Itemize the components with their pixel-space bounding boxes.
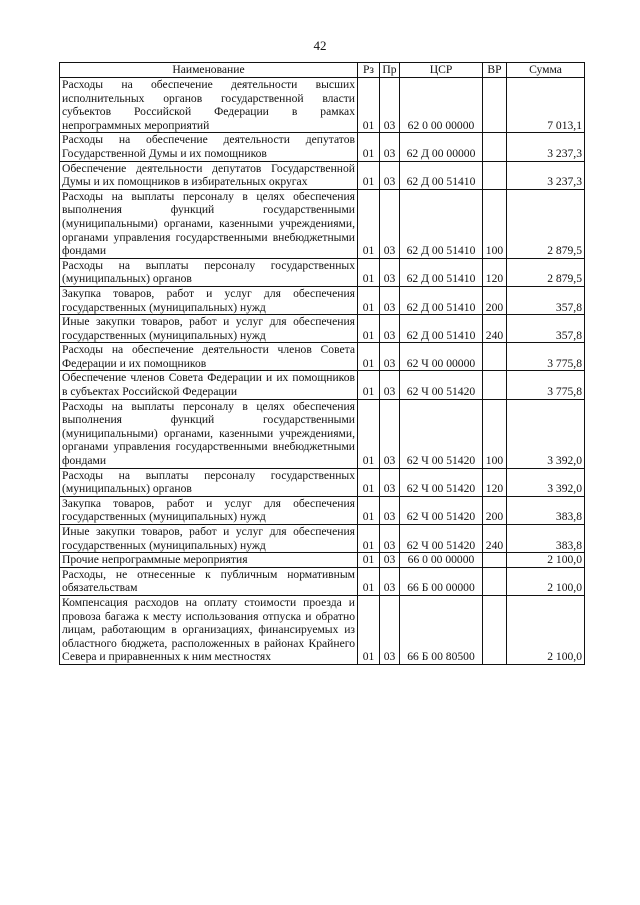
header-rz: Рз (358, 63, 380, 78)
row-pr: 03 (380, 496, 400, 524)
row-name: Расходы на обеспечение деятельности членов Совета Федерации и их помощников (60, 343, 358, 371)
table-body (60, 78, 585, 665)
row-vr: 100 (483, 189, 507, 258)
table-row (60, 161, 585, 189)
row-name: Расходы на выплаты персоналу государственных (муниципальных) органов (60, 258, 358, 286)
table-row (60, 525, 585, 553)
row-pr: 03 (380, 78, 400, 133)
row-pr: 03 (380, 525, 400, 553)
row-name: Расходы на выплаты персоналу государственных (муниципальных) органов (60, 468, 358, 496)
row-sum: 2 100,0 (507, 595, 585, 664)
row-sum: 3 392,0 (507, 468, 585, 496)
row-rz: 01 (358, 496, 380, 524)
row-vr (483, 78, 507, 133)
table-row (60, 78, 585, 133)
row-sum: 2 879,5 (507, 189, 585, 258)
table-row (60, 286, 585, 314)
row-sum: 2 879,5 (507, 258, 585, 286)
row-pr: 03 (380, 258, 400, 286)
row-rz: 01 (358, 343, 380, 371)
row-sum: 2 100,0 (507, 567, 585, 595)
row-rz: 01 (358, 78, 380, 133)
table-row (60, 553, 585, 568)
row-csr: 66 Б 00 80500 (400, 595, 483, 664)
header-sum: Сумма (507, 63, 585, 78)
row-rz: 01 (358, 399, 380, 468)
row-csr: 62 Ч 00 51420 (400, 525, 483, 553)
table-row (60, 371, 585, 399)
row-vr: 100 (483, 399, 507, 468)
row-vr (483, 343, 507, 371)
row-rz: 01 (358, 315, 380, 343)
row-csr: 62 Д 00 51410 (400, 315, 483, 343)
row-pr: 03 (380, 553, 400, 568)
table-row (60, 258, 585, 286)
row-name: Расходы на обеспечение деятельности высших исполнительных органов государственной власти субъектов Российской Федерации в рамках непрограммных мероприятий (60, 78, 358, 133)
row-pr: 03 (380, 371, 400, 399)
row-rz: 01 (358, 189, 380, 258)
row-csr: 62 Д 00 51410 (400, 161, 483, 189)
header-csr: ЦСР (400, 63, 483, 78)
row-csr: 62 0 00 00000 (400, 78, 483, 133)
row-vr (483, 553, 507, 568)
row-sum: 2 100,0 (507, 553, 585, 568)
row-rz: 01 (358, 468, 380, 496)
row-rz: 01 (358, 133, 380, 161)
row-sum: 3 775,8 (507, 343, 585, 371)
row-pr: 03 (380, 189, 400, 258)
row-name: Закупка товаров, работ и услуг для обеспечения государственных (муниципальных) нужд (60, 286, 358, 314)
row-csr: 62 Д 00 51410 (400, 258, 483, 286)
table-row (60, 595, 585, 664)
row-vr (483, 371, 507, 399)
table-row (60, 468, 585, 496)
row-pr: 03 (380, 567, 400, 595)
row-sum: 3 237,3 (507, 161, 585, 189)
row-vr (483, 161, 507, 189)
row-sum: 3 392,0 (507, 399, 585, 468)
row-vr (483, 595, 507, 664)
row-vr: 200 (483, 286, 507, 314)
row-rz: 01 (358, 286, 380, 314)
row-csr: 62 Ч 00 51420 (400, 468, 483, 496)
row-vr: 240 (483, 315, 507, 343)
row-csr: 66 Б 00 00000 (400, 567, 483, 595)
row-rz: 01 (358, 595, 380, 664)
row-csr: 62 Д 00 51410 (400, 189, 483, 258)
row-name: Иные закупки товаров, работ и услуг для обеспечения государственных (муниципальных) нужд (60, 525, 358, 553)
page-number: 42 (313, 38, 327, 53)
row-name: Обеспечение деятельности депутатов Государственной Думы и их помощников в избирательных округах (60, 161, 358, 189)
row-name: Прочие непрограммные мероприятия (60, 553, 358, 568)
row-vr (483, 133, 507, 161)
row-rz: 01 (358, 161, 380, 189)
row-csr: 62 Д 00 00000 (400, 133, 483, 161)
table-row (60, 567, 585, 595)
budget-table (59, 62, 585, 665)
row-name: Расходы, не отнесенные к публичным нормативным обязательствам (60, 567, 358, 595)
row-pr: 03 (380, 133, 400, 161)
row-sum: 357,8 (507, 315, 585, 343)
table-row (60, 343, 585, 371)
row-pr: 03 (380, 399, 400, 468)
row-sum: 7 013,1 (507, 78, 585, 133)
row-sum: 357,8 (507, 286, 585, 314)
table-header-row (60, 63, 585, 78)
table-row (60, 133, 585, 161)
row-csr: 62 Д 00 51410 (400, 286, 483, 314)
row-vr (483, 567, 507, 595)
row-name: Обеспечение членов Совета Федерации и их помощников в субъектах Российской Федерации (60, 371, 358, 399)
row-vr: 120 (483, 468, 507, 496)
row-sum: 3 237,3 (507, 133, 585, 161)
row-csr: 62 Ч 00 00000 (400, 343, 483, 371)
row-name: Компенсация расходов на оплату стоимости проезда и провоза багажа к месту использования отпуска и обратно лицам, работающим в организациях, финансируемых из областного бюджета, расположенных в районах Крайнего Севера и приравненных к ним местностях (60, 595, 358, 664)
row-pr: 03 (380, 468, 400, 496)
header-name: Наименование (60, 63, 358, 78)
row-rz: 01 (358, 553, 380, 568)
row-rz: 01 (358, 258, 380, 286)
table-row (60, 496, 585, 524)
row-name: Расходы на обеспечение деятельности депутатов Государственной Думы и их помощников (60, 133, 358, 161)
row-vr: 200 (483, 496, 507, 524)
row-csr: 62 Ч 00 51420 (400, 371, 483, 399)
row-pr: 03 (380, 315, 400, 343)
row-pr: 03 (380, 161, 400, 189)
row-csr: 66 0 00 00000 (400, 553, 483, 568)
row-sum: 3 775,8 (507, 371, 585, 399)
table-row (60, 189, 585, 258)
row-sum: 383,8 (507, 525, 585, 553)
row-csr: 62 Ч 00 51420 (400, 399, 483, 468)
row-rz: 01 (358, 567, 380, 595)
header-pr: Пр (380, 63, 400, 78)
row-name: Расходы на выплаты персоналу в целях обеспечения выполнения функций государственными (муниципальными) органами, казенными учреждениями, органами управления государственными внебюджетными фондами (60, 189, 358, 258)
row-rz: 01 (358, 525, 380, 553)
table-row (60, 399, 585, 468)
row-csr: 62 Ч 00 51420 (400, 496, 483, 524)
header-vr: ВР (483, 63, 507, 78)
row-pr: 03 (380, 595, 400, 664)
row-pr: 03 (380, 343, 400, 371)
row-vr: 240 (483, 525, 507, 553)
row-sum: 383,8 (507, 496, 585, 524)
row-pr: 03 (380, 286, 400, 314)
row-name: Закупка товаров, работ и услуг для обеспечения государственных (муниципальных) нужд (60, 496, 358, 524)
table-row (60, 315, 585, 343)
row-name: Иные закупки товаров, работ и услуг для обеспечения государственных (муниципальных) нужд (60, 315, 358, 343)
row-name: Расходы на выплаты персоналу в целях обеспечения выполнения функций государственными (муниципальными) органами, казенными учреждениями, органами управления государственными внебюджетными фондами (60, 399, 358, 468)
row-rz: 01 (358, 371, 380, 399)
row-vr: 120 (483, 258, 507, 286)
